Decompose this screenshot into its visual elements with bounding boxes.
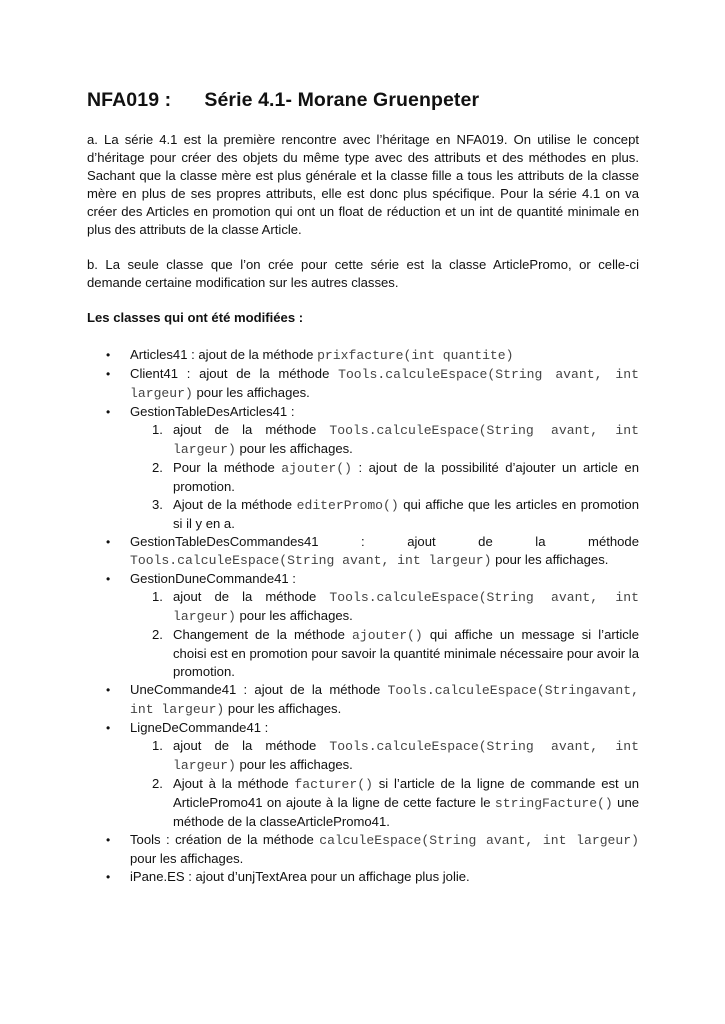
item-text-end: pour les affichages. (224, 701, 342, 716)
item-text-end: qui affiche que les articles en promotion si il y en a. (173, 497, 639, 531)
item-text: Ajout à la méthode (173, 776, 295, 791)
item-text: GestionTableDesCommandes41 : ajout de la méthode (130, 534, 639, 549)
method-code: Tools.calculeEspace(String avant, int largeur) (173, 590, 640, 624)
sub-list-item (130, 588, 639, 626)
item-text-end: pour les affichages. (491, 552, 609, 567)
sub-list-item (130, 775, 639, 831)
method-code: ajouter() (352, 628, 423, 643)
bullet-icon: • (106, 367, 111, 381)
sub-list-item (130, 496, 639, 533)
sub-list (130, 421, 639, 533)
list-item-gestion-dune-commande41 (87, 570, 639, 681)
item-text-end: qui affiche un message si l’article choisi est en promotion pour savoir la quantité minimale nécessaire pour avoir la promotion. (173, 627, 639, 679)
item-number: 2. (152, 460, 163, 475)
section-heading: Les classes qui ont été modifiées : (87, 310, 304, 325)
list-item-une-commande41 (87, 681, 639, 719)
paragraph-b: b. La seule classe que l’on crée pour cette série est la classe ArticlePromo, or celle-ci demande certaine modification sur les autres classes. (87, 257, 639, 290)
method-code: stringFacture() (494, 796, 613, 811)
sub-list-item (130, 737, 639, 775)
item-text-end: pour les affichages. (235, 757, 353, 772)
bullet-icon: • (106, 348, 111, 362)
method-code: prixfacture(int quantite) (317, 348, 514, 363)
list-item-tools (87, 831, 639, 868)
bullet-icon: • (106, 833, 111, 847)
document-body (87, 86, 639, 886)
bullet-icon: • (106, 870, 111, 884)
sub-list-item (130, 459, 639, 496)
item-number: 2. (152, 776, 163, 791)
method-code: Tools.calculeEspace(Stringavant, int largeur) (130, 683, 639, 717)
item-text: UneCommande41 : ajout de la méthode (130, 682, 388, 697)
bullet-icon: • (106, 535, 111, 549)
item-text: ajout de la méthode (173, 589, 330, 604)
list-item-ipane (87, 868, 639, 886)
bullet-icon: • (106, 405, 111, 419)
list-item-client41 (87, 365, 639, 403)
item-text: Client41 : ajout de la méthode (130, 366, 339, 381)
list-item-ligne-de-commande41 (87, 719, 639, 831)
method-code: Tools.calculeEspace(String avant, int largeur) (130, 553, 492, 568)
item-text: iPane.ES : ajout d’unjTextArea pour un affichage plus jolie. (130, 869, 470, 884)
item-number: 1. (152, 738, 163, 753)
item-text-end: pour les affichages. (130, 851, 244, 866)
item-text: Changement de la méthode (173, 627, 353, 642)
method-code: calculeEspace(String avant, int largeur) (319, 833, 639, 848)
method-code: ajouter() (281, 461, 352, 476)
item-text: Articles41 : ajout de la méthode (130, 347, 318, 362)
item-number: 3. (152, 497, 163, 512)
paragraph-a: a. La série 4.1 est la première rencontre avec l’héritage en NFA019. On utilise le concept d’héritage pour créer des objets du même type avec des attributs et des méthodes en plus. Sachant que la classe mère est plus générale et la classe fille a tous les attributs de la classe mère en plus de ses propres attributs, elle est donc plus spécifique. Pour la série 4.1 on va créer des Articles en promotion qui ont un float de réduction et un int de quantité minimale en plus des attributs de la classe Article. (87, 132, 639, 237)
item-text: ajout de la méthode (173, 738, 330, 753)
sub-list (130, 737, 639, 831)
list-item-gestion-table-des-articles41 (87, 403, 639, 533)
item-number: 1. (152, 589, 163, 604)
method-code: Tools.calculeEspace(String avant, int largeur) (130, 367, 639, 401)
list-item-articles41 (87, 346, 639, 365)
item-number: 1. (152, 422, 163, 437)
item-number: 2. (152, 627, 163, 642)
item-text-end: : ajout de la possibilité d’ajouter un article en promotion. (173, 460, 639, 494)
method-code: facturer() (294, 777, 373, 792)
bullet-icon: • (106, 683, 111, 697)
method-code: editerPromo() (296, 498, 399, 513)
sub-list (130, 588, 639, 681)
method-code: Tools.calculeEspace(String avant, int largeur) (173, 739, 640, 773)
item-text-end: une méthode de la classeArticlePromo41. (173, 795, 640, 829)
item-text: Ajout de la méthode (173, 497, 297, 512)
modified-classes-list (87, 346, 639, 886)
method-code: Tools.calculeEspace(String avant, int largeur) (173, 423, 640, 457)
page-title: NFA019 : Série 4.1- Morane Gruenpeter (87, 89, 480, 111)
bullet-icon: • (106, 721, 111, 735)
item-text: Pour la méthode (173, 460, 282, 475)
item-label: GestionTableDesArticles41 : (130, 404, 295, 419)
item-text: ajout de la méthode (173, 422, 330, 437)
bullet-icon: • (106, 572, 111, 586)
sub-list-item (130, 626, 639, 681)
item-text-end: pour les affichages. (192, 385, 310, 400)
item-label: LigneDeCommande41 : (130, 720, 269, 735)
item-label: GestionDuneCommande41 : (130, 571, 296, 586)
item-text-end: pour les affichages. (235, 608, 353, 623)
item-text-middle: si l’article de la ligne de commande est un ArticlePromo41 on ajoute à la ligne de cette facture le (173, 776, 640, 810)
item-text: Tools : création de la méthode (130, 832, 320, 847)
sub-list-item (130, 421, 639, 459)
item-text-end: pour les affichages. (235, 441, 353, 456)
list-item-gestion-table-des-commandes41 (87, 533, 639, 570)
